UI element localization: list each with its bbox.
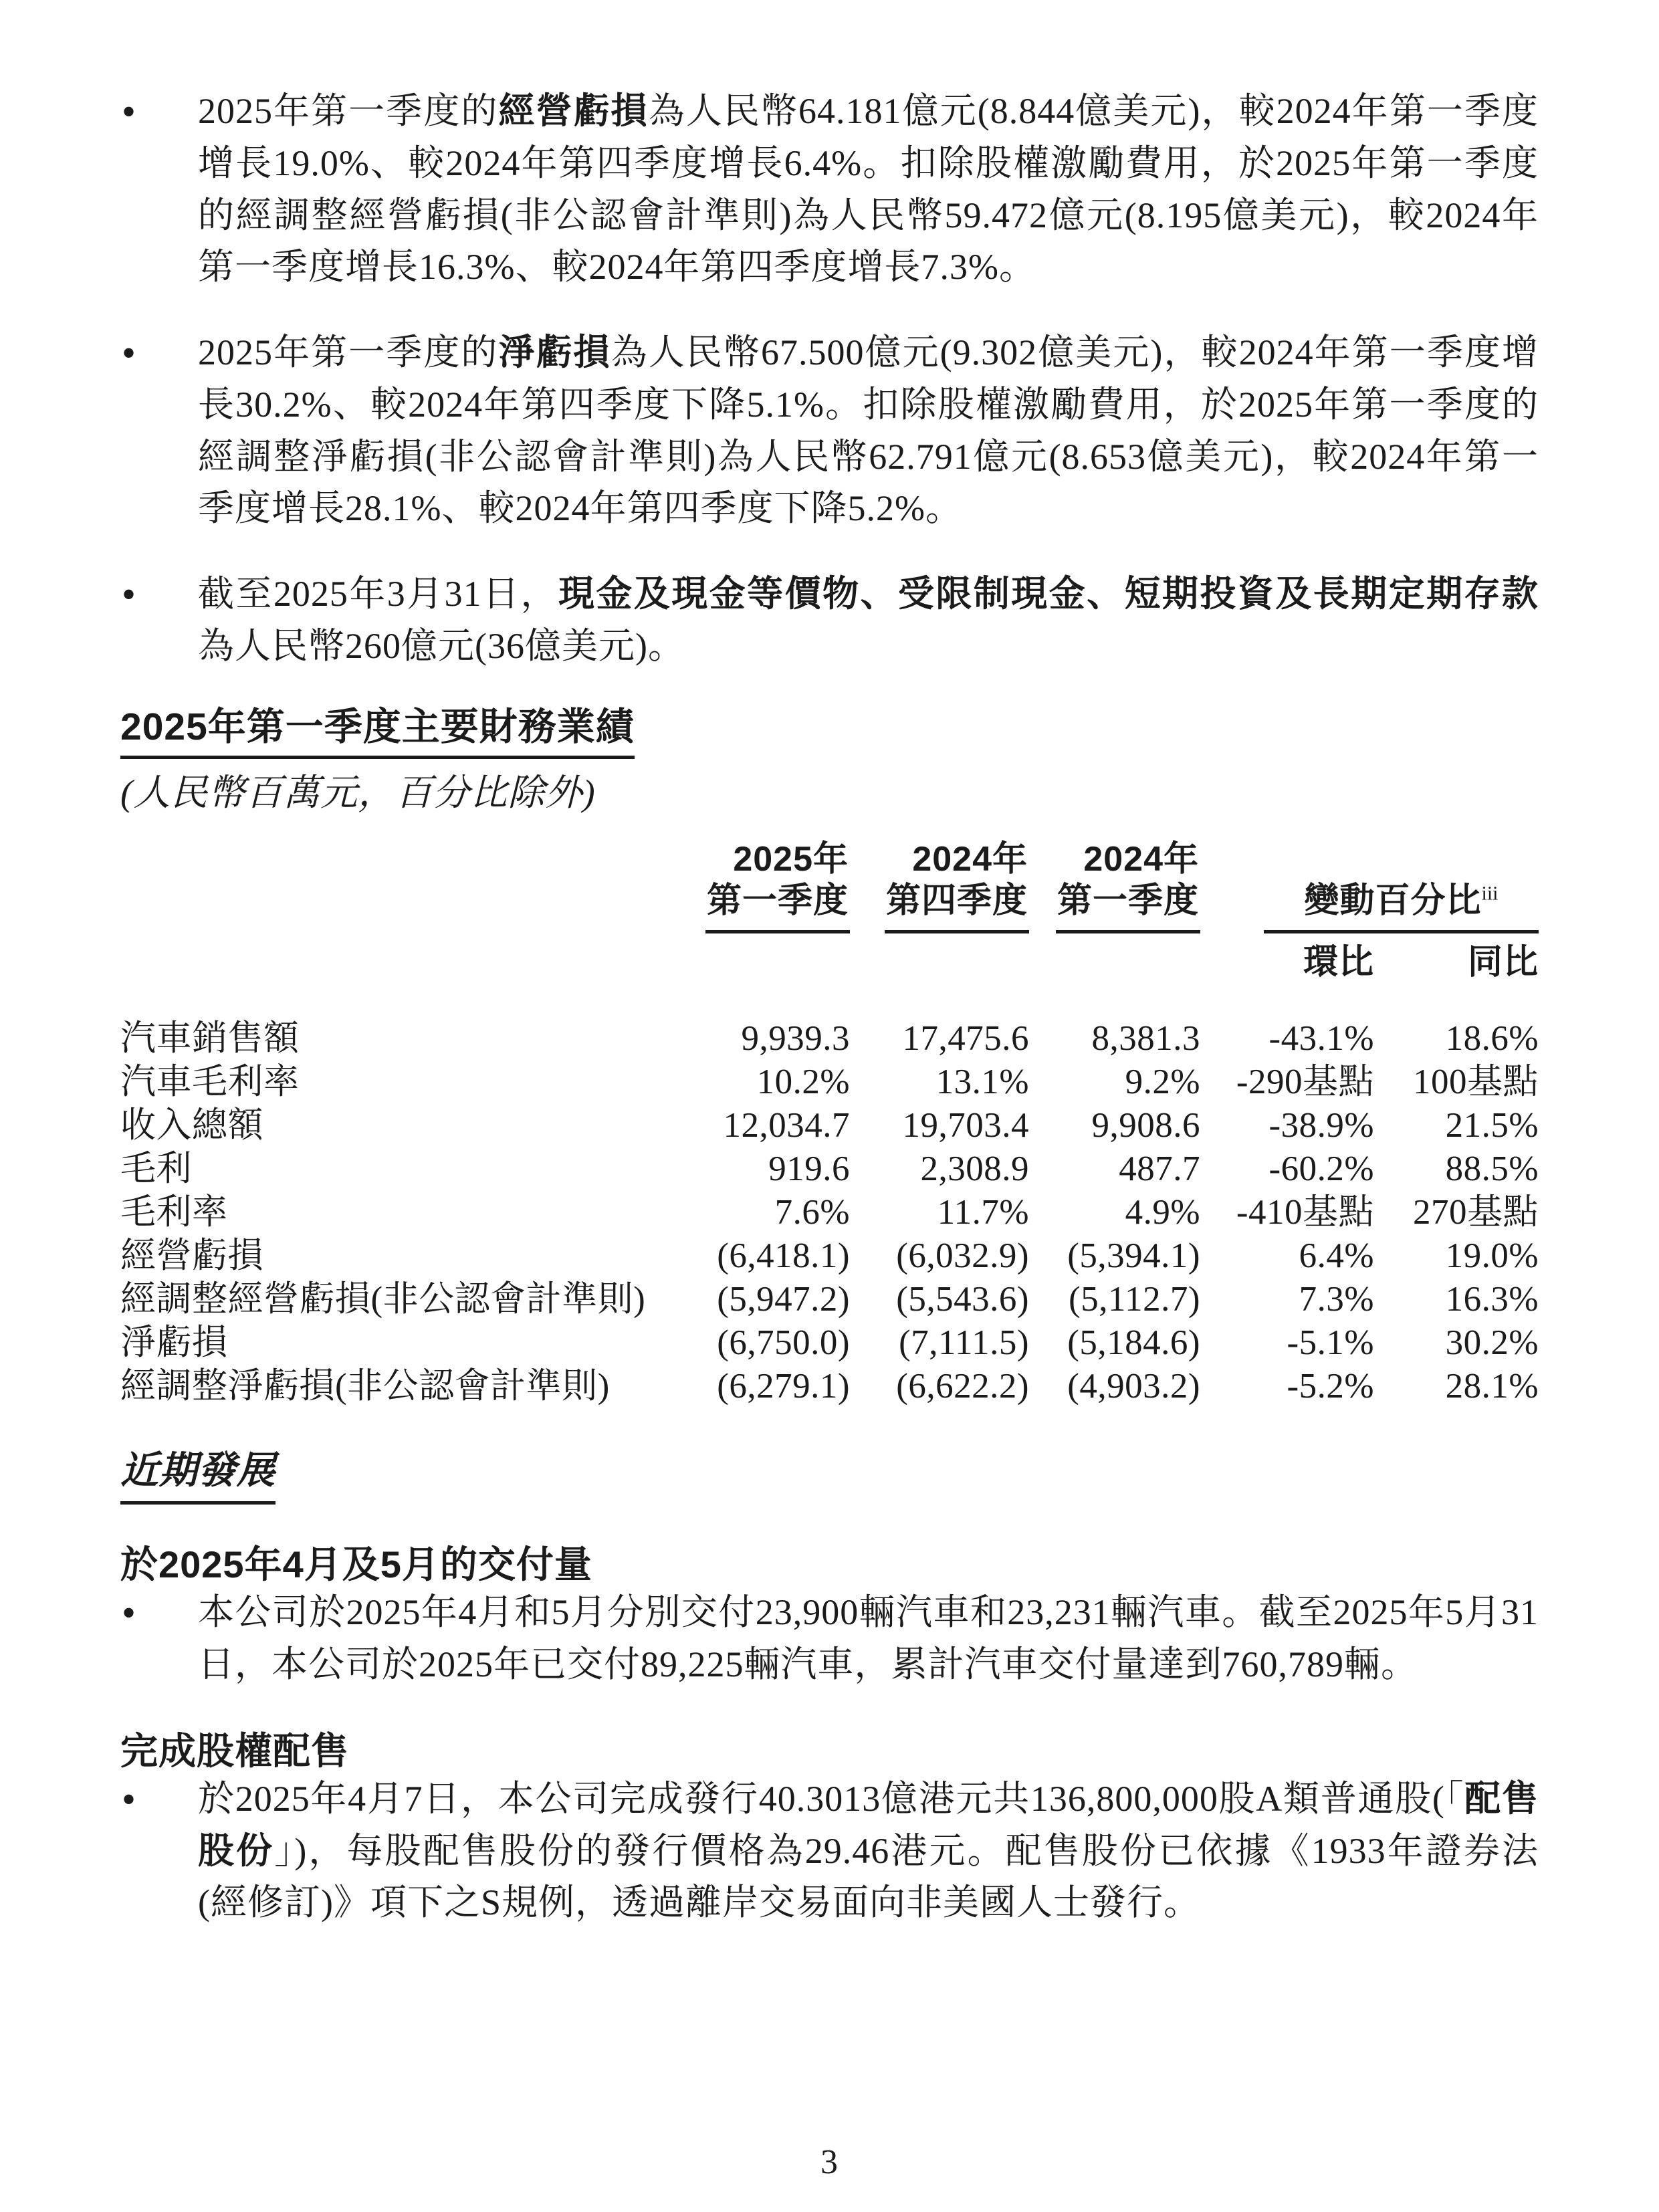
cell-qoq: -43.1%	[1268, 1019, 1374, 1059]
bullet-text: 2025年第一季度的淨虧損為人民幣67.500億元(9.302億美元)，較2024年第一季度增長30.2%、較2024年第四季度下降5.1%。扣除股權激勵費用，於2025年第一季度的經調整淨虧損(非公認會計準則)為人民幣62.791億元(8.653億美元)，較2024年第一季度增長28.1%、較2024年第四季度下降5.2%。	[198, 332, 1539, 529]
row-label: 收入總額	[120, 1106, 263, 1145]
cell-q1_2024: 4.9%	[1125, 1193, 1200, 1232]
bullet-icon: •	[122, 90, 137, 134]
deliveries-heading: 於2025年4月及5月的交付量	[120, 1543, 592, 1585]
cell-qoq: 7.3%	[1299, 1280, 1374, 1319]
col-header-quarter: 第一季度	[1057, 881, 1199, 921]
row-label: 淨虧損	[120, 1323, 228, 1363]
q1-highlights-section	[120, 86, 1539, 673]
cell-yoy: 18.6%	[1445, 1019, 1539, 1059]
cell-yoy: 30.2%	[1445, 1323, 1539, 1363]
bullet-item	[120, 86, 1539, 294]
header-spacer	[120, 839, 669, 933]
cell-yoy: 16.3%	[1445, 1280, 1539, 1319]
footnote-marker: iii	[1481, 883, 1499, 905]
cell-yoy: 100基點	[1413, 1063, 1539, 1102]
subheader-spacer	[669, 933, 850, 986]
cell-q4_2024: 2,308.9	[920, 1149, 1029, 1189]
page-number: 3	[820, 2143, 839, 2182]
bullet-icon: •	[122, 572, 137, 617]
cell-q1_2025: 919.6	[768, 1149, 850, 1189]
row-label: 毛利率	[120, 1193, 228, 1232]
cell-q4_2024: (7,111.5)	[899, 1323, 1029, 1363]
change-group-label: 變動百分比	[1304, 881, 1482, 921]
bullet-text: 2025年第一季度的經營虧損為人民幣64.181億元(8.844億美元)，較2024年第一季度增長19.0%、較2024年第四季度增長6.4%。扣除股權激勵費用，於2025年第一季度的經調整經營虧損(非公認會計準則)為人民幣59.472億元(8.195億美元)，較2024年第一季度增長16.3%、較2024年第四季度增長7.3%。	[198, 91, 1539, 288]
cell-q1_2024: 9,908.6	[1091, 1106, 1200, 1145]
table-row	[120, 1278, 1539, 1321]
table-row	[120, 1365, 1539, 1408]
row-label: 經調整經營虧損(非公認會計準則)	[120, 1280, 646, 1319]
cell-yoy: 270基點	[1413, 1193, 1539, 1232]
cell-q4_2024: 17,475.6	[902, 1019, 1029, 1059]
subheader-spacer	[850, 933, 1029, 986]
col-header-2025-q1	[669, 839, 850, 933]
cell-q1_2025: (6,418.1)	[717, 1236, 850, 1276]
cell-q1_2024: 487.7	[1119, 1149, 1200, 1189]
bullet-text: 本公司於2025年4月和5月分別交付23,900輛汽車和23,231輛汽車。截至2025年5月31日，本公司於2025年已交付89,225輛汽車，累計汽車交付量達到760,789輛。	[198, 1592, 1539, 1684]
bullet-item	[120, 1773, 1539, 1929]
financials-subtitle: (人民幣百萬元，百分比除外)	[120, 772, 596, 814]
deliveries-bullet-list	[120, 1587, 1539, 1691]
cell-yoy: 28.1%	[1445, 1367, 1539, 1406]
cell-q4_2024: (6,622.2)	[896, 1367, 1029, 1406]
col-header-year: 2024年	[912, 840, 1028, 879]
cell-yoy: 19.0%	[1445, 1236, 1539, 1276]
recent-developments-section	[120, 1408, 1539, 1929]
cell-qoq: -5.1%	[1287, 1323, 1374, 1363]
cell-qoq: -410基點	[1236, 1193, 1374, 1232]
cell-qoq: -38.9%	[1268, 1106, 1374, 1145]
row-label: 毛利	[120, 1149, 192, 1189]
col-subheader-yoy: 同比	[1467, 942, 1539, 982]
table-row	[120, 1147, 1539, 1191]
financials-table	[120, 839, 1539, 1408]
cell-yoy: 21.5%	[1445, 1106, 1539, 1145]
cell-q4_2024: 11.7%	[937, 1193, 1029, 1232]
col-header-quarter: 第四季度	[885, 881, 1028, 921]
cell-q1_2025: (5,947.2)	[717, 1280, 850, 1319]
cell-q1_2024: (5,184.6)	[1067, 1323, 1200, 1363]
cell-q4_2024: 13.1%	[935, 1063, 1029, 1102]
cell-yoy: 88.5%	[1445, 1149, 1539, 1189]
col-header-year: 2024年	[1083, 840, 1199, 879]
cell-qoq: -290基點	[1236, 1063, 1374, 1102]
subheader-spacer	[1029, 933, 1200, 986]
row-label: 經營虧損	[120, 1236, 263, 1276]
table-row	[120, 1104, 1539, 1147]
bullet-icon: •	[122, 1591, 137, 1636]
cell-q1_2024: 9.2%	[1125, 1063, 1200, 1102]
cell-q4_2024: (6,032.9)	[896, 1236, 1029, 1276]
bullet-icon: •	[122, 331, 137, 375]
bullet-icon: •	[122, 1777, 137, 1821]
row-label: 經調整淨虧損(非公認會計準則)	[120, 1367, 610, 1406]
cell-qoq: -60.2%	[1268, 1149, 1374, 1189]
placement-bullet-list	[120, 1773, 1539, 1929]
q1-highlights-list	[120, 86, 1539, 673]
bullet-item	[120, 568, 1539, 673]
recent-developments-title: 近期發展	[120, 1449, 275, 1505]
col-header-2024-q4	[850, 839, 1029, 933]
cell-q1_2024: (5,394.1)	[1067, 1236, 1200, 1276]
col-header-quarter: 第一季度	[706, 881, 849, 921]
table-row	[120, 985, 1539, 1061]
bullet-text: 於2025年4月7日，本公司完成發行40.3013億港元共136,800,000股A類普通股(「配售股份」)，每股配售股份的發行價格為29.46港元。配售股份已依據《1933年證券法(經修訂)》項下之S規例，透過離岸交易面向非美國人士發行。	[198, 1778, 1539, 1923]
cell-q1_2025: 12,034.7	[723, 1106, 850, 1145]
bullet-item	[120, 327, 1539, 535]
subheader-spacer	[120, 933, 669, 986]
col-header-year: 2025年	[733, 840, 849, 879]
cell-q1_2025: 9,939.3	[741, 1019, 850, 1059]
cell-q4_2024: 19,703.4	[902, 1106, 1029, 1145]
table-row	[120, 1061, 1539, 1104]
cell-q1_2024: 8,381.3	[1091, 1019, 1200, 1059]
financials-title: 2025年第一季度主要財務業績	[120, 705, 635, 760]
col-subheader-qoq: 環比	[1303, 942, 1374, 982]
table-row	[120, 1234, 1539, 1278]
financials-table-body	[120, 985, 1539, 1408]
table-row	[120, 1191, 1539, 1234]
cell-q4_2024: (5,543.6)	[896, 1280, 1029, 1319]
key-financials-section	[120, 673, 1539, 1409]
financials-table-header	[120, 839, 1539, 985]
placement-heading: 完成股權配售	[120, 1729, 349, 1772]
cell-q1_2025: (6,279.1)	[717, 1367, 850, 1406]
bullet-text: 截至2025年3月31日，現金及現金等價物、受限制現金、短期投資及長期定期存款為人民幣260億元(36億美元)。	[198, 574, 1539, 666]
cell-q1_2025: 10.2%	[756, 1063, 850, 1102]
cell-q1_2025: 7.6%	[774, 1193, 850, 1232]
table-row	[120, 1321, 1539, 1365]
cell-q1_2025: (6,750.0)	[717, 1323, 850, 1363]
row-label: 汽車毛利率	[120, 1063, 300, 1102]
cell-q1_2024: (5,112.7)	[1069, 1280, 1200, 1319]
cell-qoq: 6.4%	[1299, 1236, 1374, 1276]
cell-qoq: -5.2%	[1287, 1367, 1374, 1406]
col-header-change-group	[1200, 839, 1539, 933]
cell-q1_2024: (4,903.2)	[1067, 1367, 1200, 1406]
bullet-item	[120, 1587, 1539, 1691]
row-label: 汽車銷售額	[120, 1019, 300, 1059]
col-header-2024-q1	[1029, 839, 1200, 933]
